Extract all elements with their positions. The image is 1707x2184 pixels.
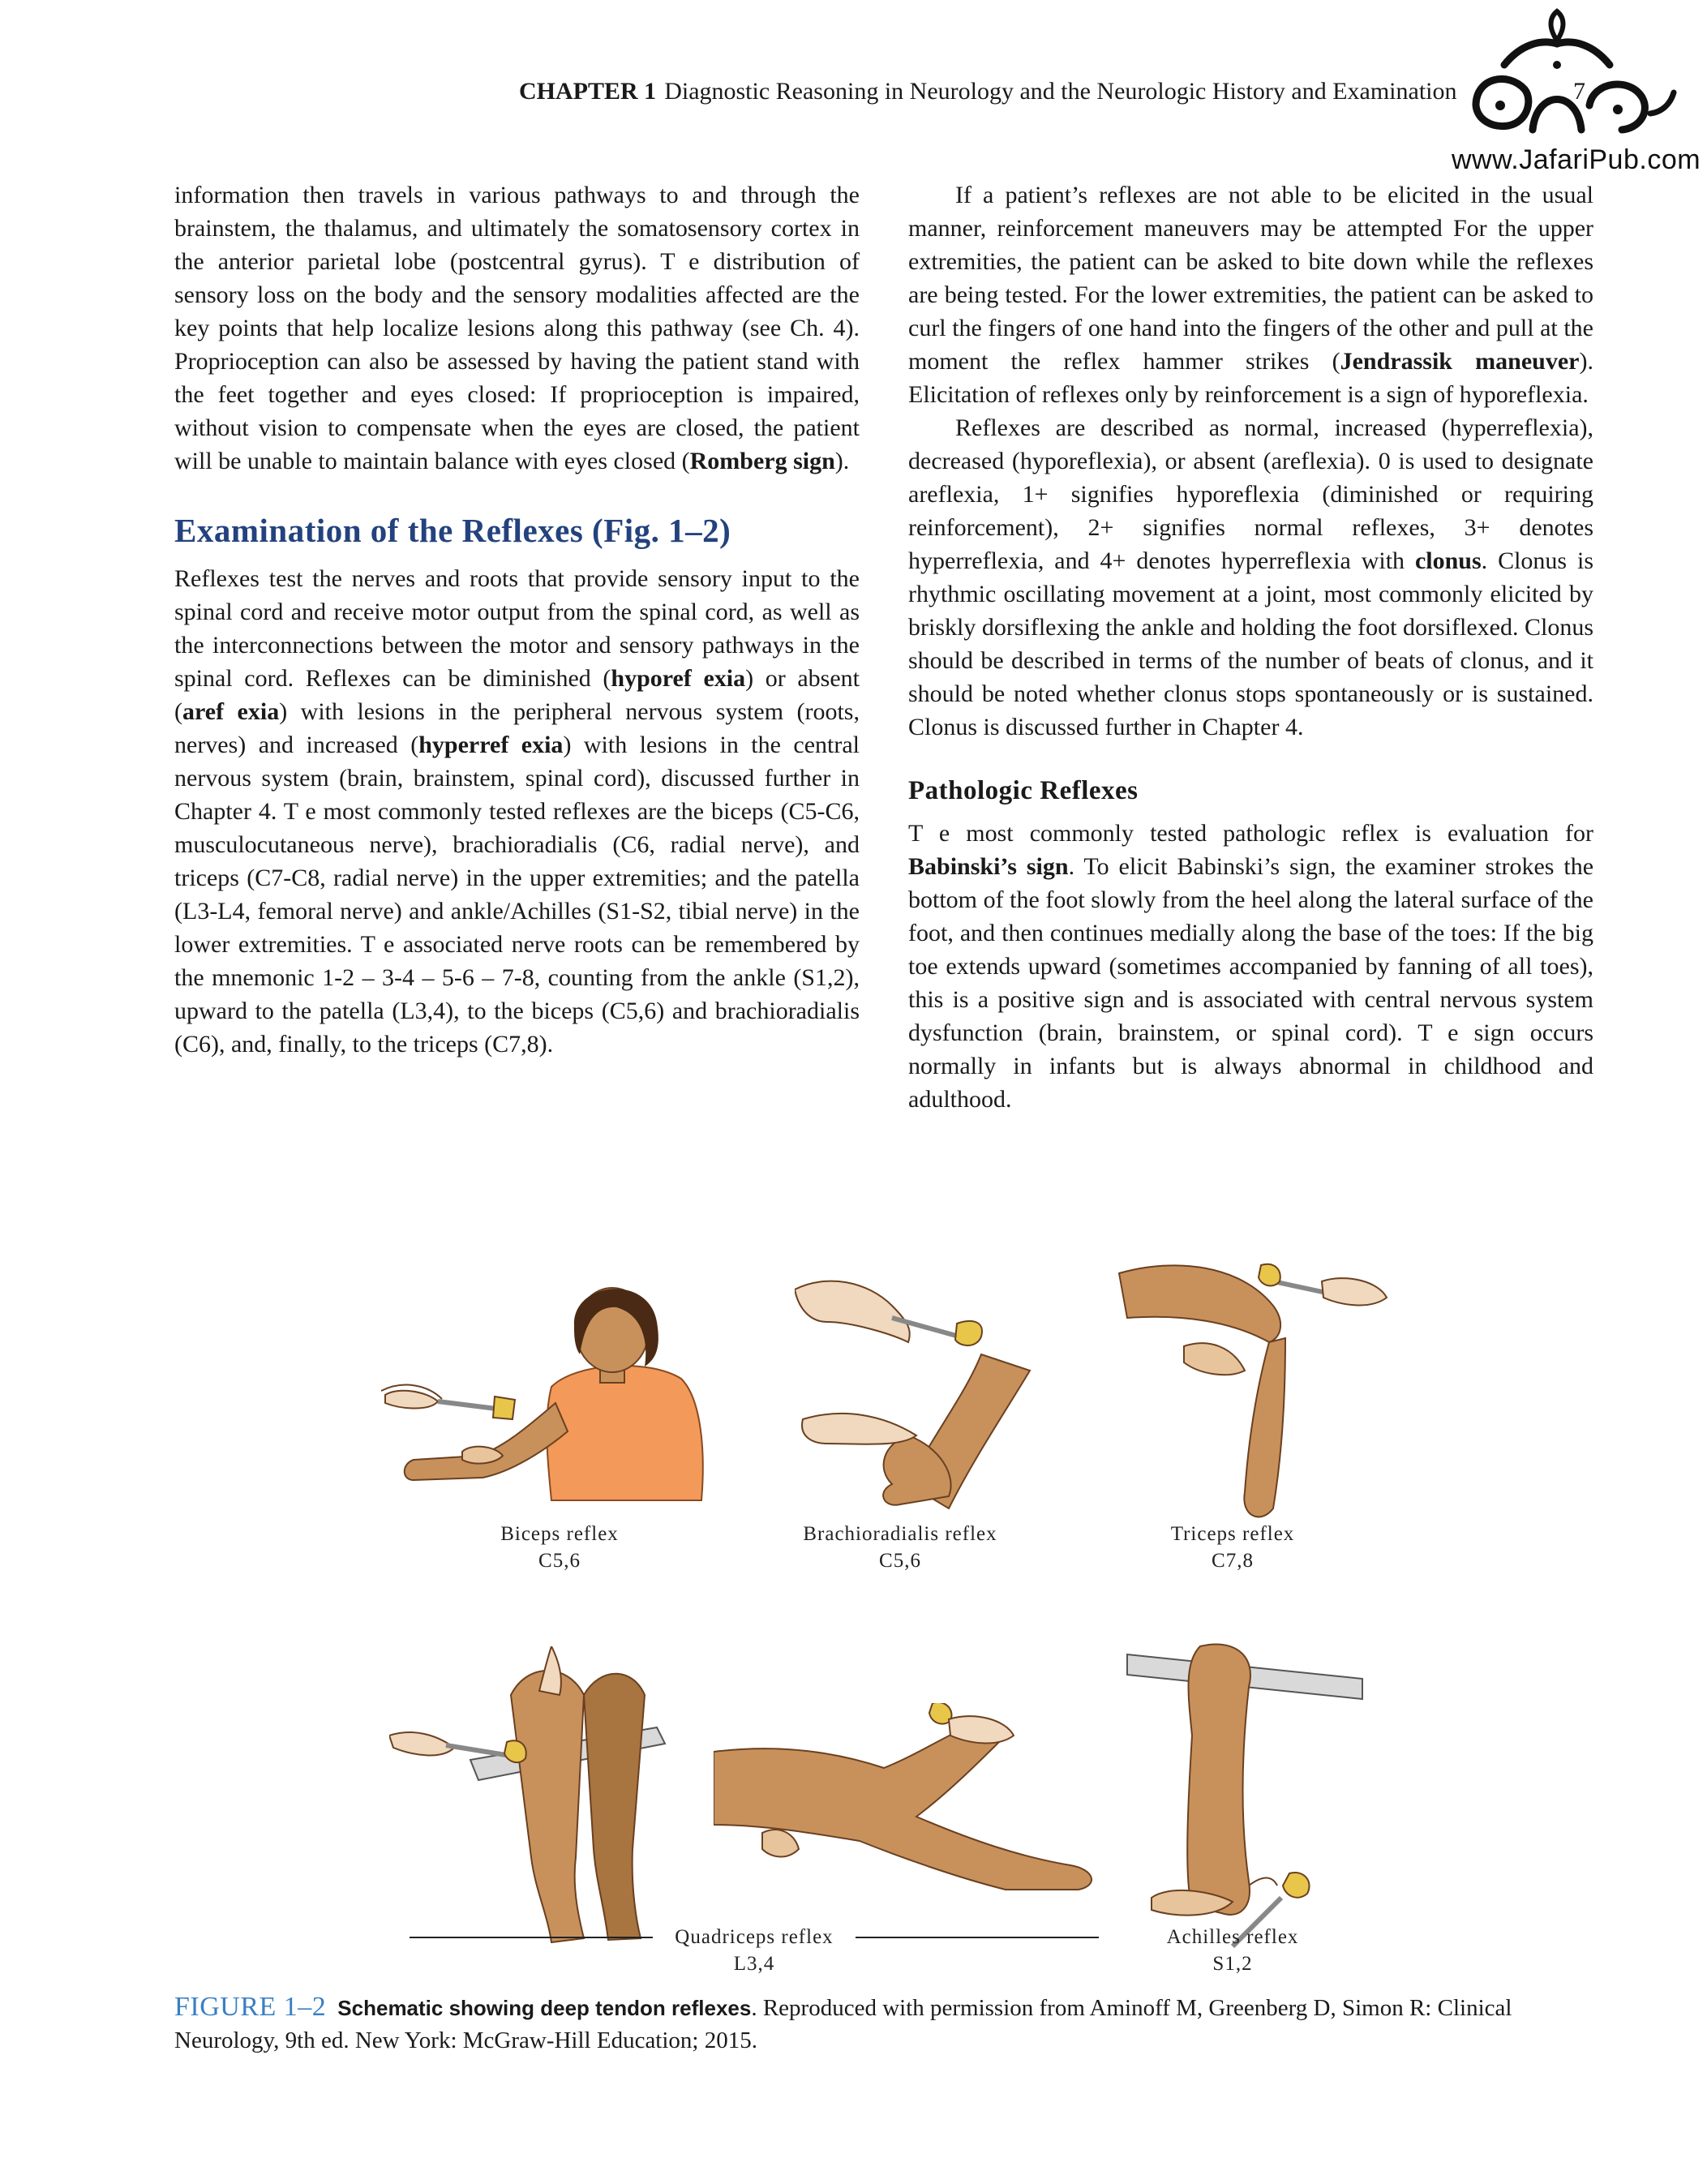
term-areflexia: aref exia [182, 698, 280, 725]
term-hyporeflexia: hyporef exia [611, 665, 746, 692]
left-column [174, 178, 860, 1061]
triceps-reflex-illustration [1111, 1257, 1403, 1533]
figure-caption [174, 1991, 1585, 2057]
paragraph-reinforcement: If a patient’s reflexes are not able to be elicited in the usual manner, reinforcement maneuvers may be attempted For the upper extremities, the patient can be asked to bite down while the reflexes are being tested. For the lower extremities, the patient can be asked to curl the fingers of one hand into the fingers of the other and pull at the moment the reflex hammer strikes (Jendrassik maneuver). Elicitation of reflexes only by reinforcement is a sign of hyporeflexia. [908, 182, 1593, 408]
figure-deep-tendon-reflexes [0, 1216, 1707, 2068]
subheading-pathologic-reflexes: Pathologic Reflexes [908, 776, 1139, 805]
label-rule-left [410, 1937, 653, 1938]
section-heading-reflexes: Examination of the Reflexes (Fig. 1–2) [174, 512, 731, 549]
achilles-reflex-illustration [1119, 1638, 1395, 1963]
panel-label-brachioradialis: Brachioradialis reflex C5,6 [803, 1523, 997, 1572]
panel-label-quadriceps: Quadriceps reflex L3,4 [675, 1926, 834, 1975]
page-number: 7 [1573, 78, 1585, 105]
term-clonus: clonus [1414, 547, 1482, 574]
label-rule-right [856, 1937, 1099, 1938]
figure-credit: . Reproduced with permission from Aminoff M, Greenberg D, Simon R: Clinical Neurology, 9th ed. New York: McGraw-Hill Education; 2015. [174, 1995, 1512, 2053]
quadriceps-reflex-illustration [389, 1646, 714, 1954]
term-babinski-sign: Babinski’s sign [908, 853, 1069, 880]
term-jendrassik: Jendrassik maneuver [1340, 348, 1580, 375]
brachioradialis-reflex-illustration [795, 1273, 1087, 1517]
chapter-label: CHAPTER 1 [519, 78, 657, 105]
panel-label-triceps: Triceps reflex C7,8 [1170, 1523, 1295, 1572]
term-hyperreflexia: hyperref exia [418, 732, 564, 758]
ankle-leg-illustration [714, 1703, 1103, 1906]
biceps-reflex-illustration [381, 1257, 835, 1533]
paragraph-babinski: T e most commonly tested pathologic reflex is evaluation for Babinski’s sign. To elicit Babinski’s sign, the examiner strokes the bottom of the foot slowly from the heel along the lateral surface of the foot, and then continues medially along the base of the toes: If the big toe extends upward (sometimes accompanied by fanning of all toes), this is a positive sign and is associated with central nervous system dysfunction (brain, brainstem, or spinal cord). T e sign occurs normally in infants but is always abnormal in childhood and adulthood. [908, 820, 1594, 1113]
paragraph-grading: Reflexes are described as normal, increased (hyperreflexia), decreased (hyporeflexia), or absent (areflexia). 0 is used to designate areflexia, 1+ signifies hyporeflexia (diminished or requiring reinforcement), 2+ signifies normal reflexes, 3+ denotes hyperreflexia, and 4+ denotes hyperreflexia with clonus. Clonus is rhythmic oscillating movement at a joint, most commonly elicited by briskly dorsiflexing the ankle and holding the foot dorsiflexed. Clonus should be described in terms of the number of beats of clonus, and it should be noted whether clonus stops spontaneously or is sustained. Clonus is discussed further in Chapter 4. [908, 414, 1593, 740]
paragraph-sensory: information then travels in various pathways to and through the brainstem, the thalamus, and ultimately the somatosensory cortex in the anterior parietal lobe (postcentral gyrus). T e distribution of sensory loss on the body and the sensory modalities affected are the key points that help localize lesions along this pathway (see Ch. 4). Proprioception can also be assessed by having the patient stand with the feet together and eyes closed: If proprioception is impaired, without vision to compensate when the eyes are closed, the patient will be unable to maintain balance with eyes closed (Romberg sign). [174, 182, 860, 474]
publisher-url: www.JafariPub.com [1452, 144, 1701, 175]
figure-number: FIGURE 1–2 [174, 1992, 327, 2022]
right-column [908, 178, 1593, 1116]
running-header [519, 78, 1457, 105]
figure-title: Schematic showing deep tendon reflexes [337, 1996, 752, 2020]
paragraph-reflexes: Reflexes test the nerves and roots that provide sensory input to the spinal cord and receive motor output from the spinal cord, as well as the interconnections between the motor and sensory pathways in the spinal cord. Reflexes can be diminished (hyporef exia) or absent (aref exia) with lesions in the peripheral nervous system (roots, nerves) and increased (hyperref exia) with lesions in the central nervous system (brain, brainstem, spinal cord), discussed further in Chapter 4. T e most commonly tested reflexes are the biceps (C5-C6, musculocutaneous nerve), brachioradialis (C6, radial nerve), and triceps (C7-C8, radial nerve) in the upper extremities; and the patella (L3-L4, femoral nerve) and ankle/Achilles (S1-S2, tibial nerve) in the lower extremities. T e associated nerve roots can be remembered by the mnemonic 1-2 – 3-4 – 5-6 – 7-8, counting from the ankle (S1,2), upward to the patella (L3,4), to the biceps (C5,6) and brachioradialis (C6), and, finally, to the triceps (C7,8). [174, 565, 860, 1058]
chapter-title: Diagnostic Reasoning in Neurology and the Neurologic History and Examination [664, 78, 1457, 105]
term-romberg-sign: Romberg sign [689, 448, 835, 474]
panel-label-achilles: Achilles reflex S1,2 [1166, 1926, 1299, 1975]
panel-label-biceps: Biceps reflex C5,6 [500, 1523, 619, 1572]
